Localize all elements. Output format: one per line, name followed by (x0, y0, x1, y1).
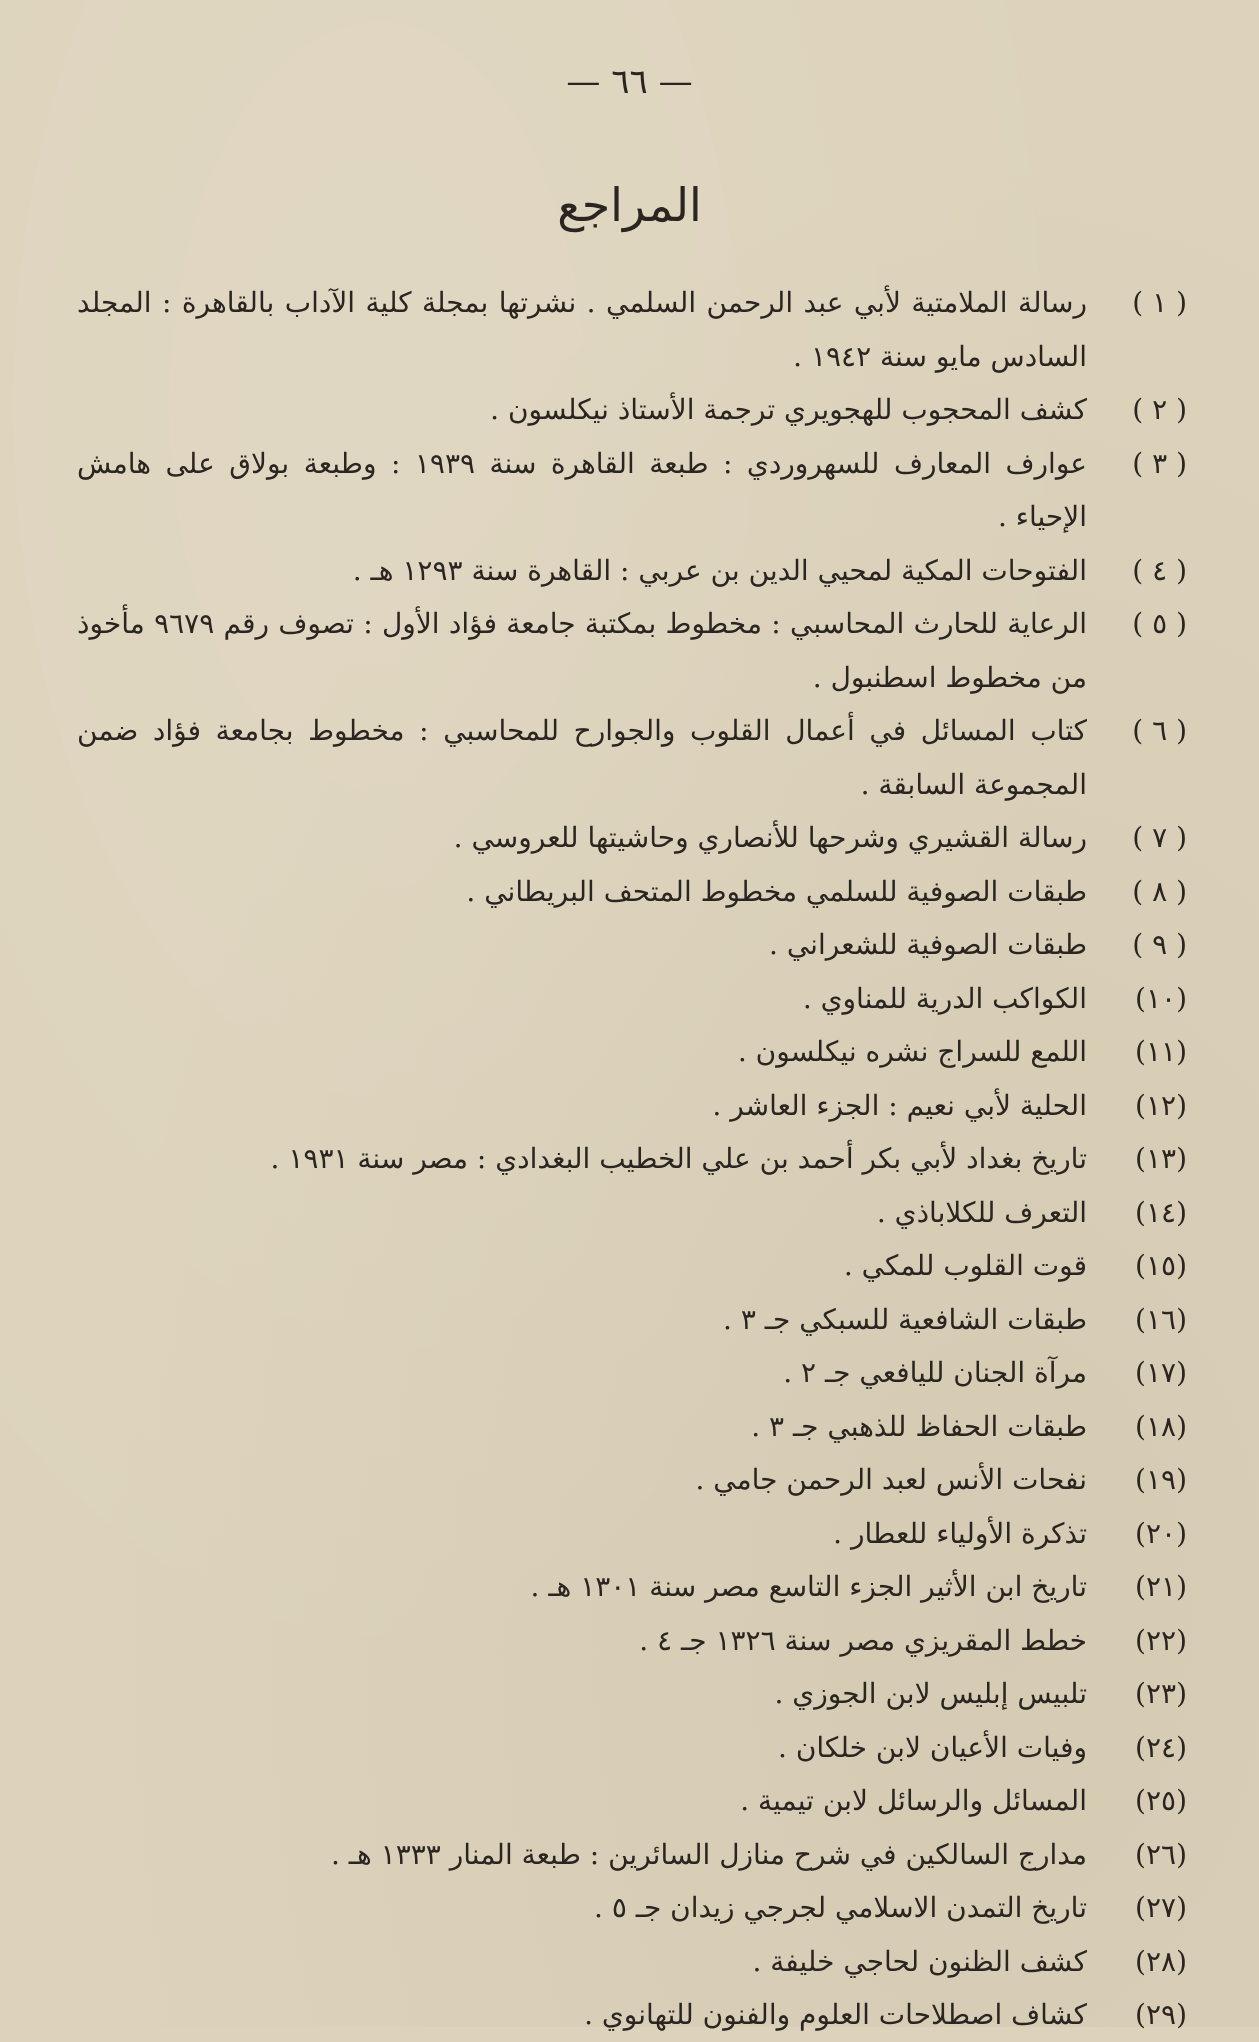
reference-item (77, 1935, 1187, 1989)
reference-text: عوارف المعارف للسهروردي : طبعة القاهرة سنة ١٩٣٩ : وطبعة بولاق على هامش الإحياء . (77, 446, 1088, 533)
reference-number: (١٢) (1135, 1088, 1187, 1122)
reference-number: (١٨) (1135, 1409, 1187, 1443)
reference-number: ( ٧ ) (1132, 821, 1187, 854)
reference-text: الفتوحات المكية لمحيي الدين بن عربي : القاهرة سنة ١٢٩٣ هـ . (352, 553, 1087, 587)
reference-number: (٢٥) (1135, 1784, 1187, 1817)
page-number: — ٦٦ — (566, 62, 693, 102)
reference-text: تاريخ التمدن الاسلامي لجرجي زيدان جـ ٥ . (594, 1891, 1087, 1924)
reference-item (77, 918, 1187, 972)
reference-text: قوت القلوب للمكي . (843, 1249, 1087, 1282)
reference-text: كتاب المسائل في أعمال القلوب والجوارح للمحاسبي : مخطوط بجامعة فؤاد ضمن المجموعة السابقة . (77, 714, 1087, 801)
reference-number: (٢٤) (1135, 1730, 1187, 1764)
reference-number: (٢٣) (1135, 1677, 1187, 1710)
reference-number: (١١) (1135, 1035, 1187, 1068)
reference-number: ( ٢ ) (1132, 393, 1187, 426)
reference-item (77, 597, 1187, 704)
reference-number: ( ٩ ) (1132, 928, 1187, 961)
reference-text: طبقات الصوفية للسلمي مخطوط المتحف البريطاني . (466, 874, 1087, 908)
reference-text: مرآة الجنان لليافعي جـ ٢ . (783, 1356, 1087, 1389)
reference-number: ( ١ ) (1132, 286, 1187, 319)
reference-item (77, 1828, 1187, 1882)
reference-text: كشف الظنون لحاجي خليفة . (752, 1944, 1087, 1978)
reference-item (77, 276, 1187, 383)
reference-item (77, 704, 1187, 811)
reference-number: (١٣) (1135, 1142, 1187, 1175)
reference-number: (١٦) (1135, 1302, 1187, 1336)
reference-item (77, 1667, 1187, 1721)
reference-text: خطط المقريزي مصر سنة ١٣٢٦ جـ ٤ . (639, 1623, 1087, 1657)
reference-number: (٢٧) (1135, 1891, 1187, 1924)
reference-number: (١٤) (1135, 1195, 1187, 1229)
reference-number: (١٧) (1135, 1356, 1187, 1389)
reference-number: ( ٣ ) (1132, 446, 1187, 480)
reference-item (77, 1132, 1187, 1186)
reference-text: طبقات الشافعية للسبكي جـ ٣ . (723, 1302, 1087, 1336)
reference-text: الكواكب الدرية للمناوي . (802, 981, 1087, 1015)
reference-text: كشاف اصطلاحات العلوم والفنون للتهانوي . (584, 1998, 1087, 2031)
reference-item (77, 1774, 1187, 1828)
reference-number: (١٥) (1135, 1249, 1187, 1282)
reference-text: رسالة الملامتية لأبي عبد الرحمن السلمي . نشرتها بمجلة كلية الآداب بالقاهرة : المجلد السادس مايو سنة ١٩٤٢ . (77, 286, 1087, 373)
reference-number: (٢٨) (1135, 1944, 1187, 1978)
reference-item (77, 1453, 1187, 1507)
reference-number: ( ٨ ) (1132, 874, 1187, 908)
reference-item (77, 1614, 1187, 1668)
reference-text: الرعاية للحارث المحاسبي : مخطوط بمكتبة جامعة فؤاد الأول : تصوف رقم ٩٦٧٩ مأخوذ من مخطوط اسطنبول . (77, 607, 1088, 694)
reference-number: (٢٩) (1135, 1998, 1187, 2031)
reference-text: طبقات الحفاظ للذهبي جـ ٣ . (751, 1409, 1087, 1443)
reference-number: ( ٦ ) (1132, 714, 1187, 747)
reference-text: اللمع للسراج نشره نيكلسون . (737, 1035, 1087, 1068)
reference-text: طبقات الصوفية للشعراني . (769, 928, 1087, 961)
reference-number: (٢١) (1135, 1570, 1187, 1603)
reference-text: نفحات الأنس لعبد الرحمن جامي . (695, 1463, 1087, 1496)
reference-item (77, 1988, 1187, 2042)
reference-item (77, 383, 1187, 437)
reference-number: ( ٤ ) (1132, 553, 1187, 587)
reference-number: (١٩) (1135, 1463, 1187, 1496)
reference-text: الحلية لأبي نعيم : الجزء العاشر . (712, 1088, 1087, 1122)
reference-item (77, 972, 1187, 1026)
reference-text: مدارج السالكين في شرح منازل السائرين : طبعة المنار ١٣٣٣ هـ . (331, 1837, 1087, 1871)
reference-item (77, 865, 1187, 919)
reference-text: التعرف للكلاباذي . (876, 1195, 1087, 1229)
reference-text: تاريخ ابن الأثير الجزء التاسع مصر سنة ١٣٠١ هـ . (530, 1570, 1087, 1603)
reference-item (77, 1881, 1187, 1935)
reference-number: (٢٢) (1135, 1623, 1187, 1657)
reference-item (77, 1025, 1187, 1079)
reference-item (77, 1293, 1187, 1347)
references-heading: المراجع (557, 178, 702, 232)
reference-item (77, 1186, 1187, 1240)
reference-item (77, 1507, 1187, 1561)
reference-number: (٢٦) (1135, 1837, 1187, 1871)
reference-number: (٢٠) (1135, 1516, 1187, 1550)
reference-item (77, 811, 1187, 865)
reference-text: تلبيس إبليس لابن الجوزي . (774, 1677, 1087, 1710)
reference-text: كشف المحجوب للهجويري ترجمة الأستاذ نيكلسون . (490, 393, 1087, 426)
reference-text: وفيات الأعيان لابن خلكان . (778, 1730, 1087, 1764)
reference-item (77, 1239, 1187, 1293)
reference-number: (١٠) (1135, 981, 1187, 1015)
reference-item (77, 1400, 1187, 1454)
reference-item (77, 1079, 1187, 1133)
reference-text: المسائل والرسائل لابن تيمية . (740, 1784, 1087, 1817)
reference-text: تذكرة الأولياء للعطار . (833, 1516, 1087, 1550)
reference-item (77, 1346, 1187, 1400)
references-list (77, 276, 1187, 2042)
reference-item (77, 1721, 1187, 1775)
reference-item (77, 1560, 1187, 1614)
reference-item (77, 437, 1187, 544)
reference-number: ( ٥ ) (1132, 607, 1187, 640)
reference-text: رسالة القشيري وشرحها للأنصاري وحاشيتها للعروسي . (453, 821, 1087, 854)
reference-text: تاريخ بغداد لأبي بكر أحمد بن علي الخطيب البغدادي : مصر سنة ١٩٣١ . (270, 1142, 1087, 1175)
reference-item (77, 544, 1187, 598)
